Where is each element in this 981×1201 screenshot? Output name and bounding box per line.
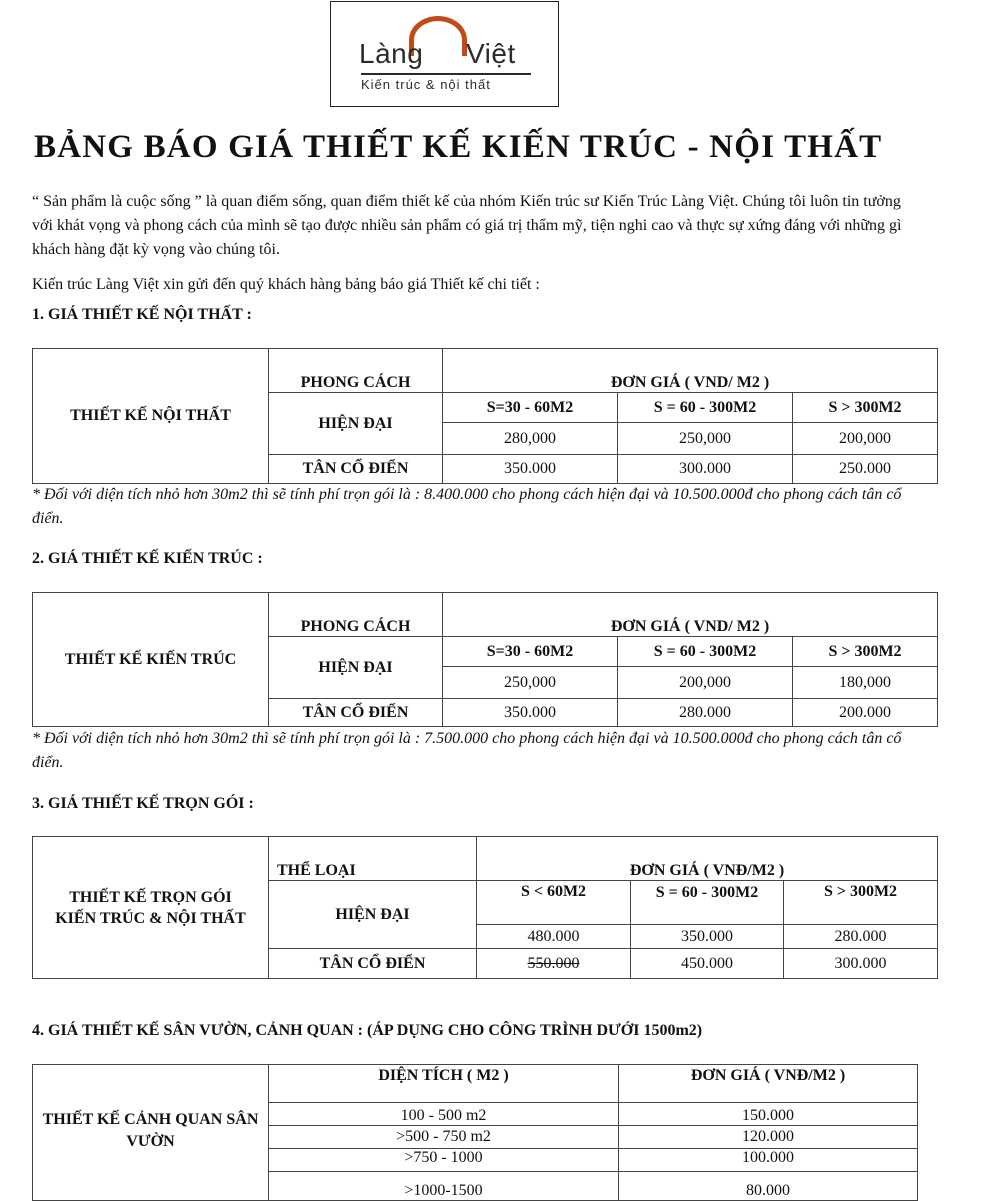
intro-paragraph: “ Sản phẩm là cuộc sống ” là quan điểm sống, quan điểm thiết kế của nhóm Kiến trúc sư Kiến Trúc Làng Việt. Chúng tôi luôn tin tưởng với khát vọng và phong cách của mình sẽ tạo được nhiều sản phẩm có giá trị thẩm mỹ, tiện nghi cao và thực sự xứng đáng với những gì khách hàng đặt kỳ vọng vào chúng tôi. (32, 193, 902, 258)
section-4-heading: 4. GIÁ THIẾT KẾ SÂN VƯỜN, CẢNH QUAN : (ÁP DỤNG CHO CÔNG TRÌNH DƯỚI 1500m2) (32, 1022, 703, 1039)
classic-label: TÂN CỔ ĐIỂN (269, 455, 443, 484)
price-cell: 300.000 (618, 455, 793, 484)
price-header: ĐƠN GIÁ ( VND/ M2 ) (443, 593, 938, 637)
area-cell: 100 - 500 m2 (269, 1103, 619, 1126)
section-3-heading: 3. GIÁ THIẾT KẾ TRỌN GÓI : (32, 795, 254, 812)
price-cell: 150.000 (619, 1103, 918, 1126)
price-cell: 120.000 (619, 1126, 918, 1149)
style-header: PHONG CÁCH (269, 593, 443, 637)
area-cell: >750 - 1000 (269, 1149, 619, 1172)
price-header: ĐƠN GIÁ ( VNĐ/M2 ) (477, 837, 938, 881)
price-cell: 350.000 (443, 699, 618, 727)
row-label: THIẾT KẾ CẢNH QUAN SÂN VƯỜN (33, 1065, 269, 1201)
logo-word-viet: Việt (466, 38, 516, 69)
row-label: THIẾT KẾ NỘI THẤT (33, 349, 269, 484)
classic-label: TÂN CỔ ĐIỂN (269, 699, 443, 727)
size-col: S > 300M2 (793, 637, 938, 667)
price-cell: 350.000 (443, 455, 618, 484)
size-col: S = 60 - 300M2 (631, 881, 784, 925)
section-1-note: * Đối với diện tích nhỏ hơn 30m2 thì sẽ tính phí trọn gói là : 8.400.000 cho phong cách hiện đại và 10.500.000đ cho phong cách tân cổ điển. (32, 486, 902, 527)
area-cell: >500 - 750 m2 (269, 1126, 619, 1149)
package-price-table (32, 836, 938, 979)
architecture-price-table (32, 592, 938, 727)
logo-word-lang: Làng (359, 38, 424, 69)
price-cell: 200.000 (793, 699, 938, 727)
price-cell: 300.000 (784, 949, 938, 979)
classic-label: TÂN CỔ ĐIỂN (269, 949, 477, 979)
size-col: S = 60 - 300M2 (618, 637, 793, 667)
style-header: THỂ LOẠI (269, 837, 477, 881)
price-cell: 350.000 (631, 925, 784, 949)
section-1-heading: 1. GIÁ THIẾT KẾ NỘI THẤT : (32, 306, 252, 323)
price-cell: 280.000 (784, 925, 938, 949)
size-col: S > 300M2 (784, 881, 938, 925)
price-header: ĐƠN GIÁ ( VNĐ/M2 ) (619, 1065, 918, 1103)
price-cell: 80.000 (619, 1172, 918, 1201)
price-cell: 200,000 (793, 423, 938, 455)
price-cell: 200,000 (618, 667, 793, 699)
logo-tagline: Kiến trúc & nội thất (361, 77, 491, 92)
price-cell-struck: 550.000 (477, 949, 631, 979)
interior-price-table (32, 348, 938, 484)
size-col: S=30 - 60M2 (443, 393, 618, 423)
intro-lead: Kiến trúc Làng Việt xin gửi đến quý khách hàng bảng báo giá Thiết kế chi tiết : (32, 276, 540, 293)
price-cell: 480.000 (477, 925, 631, 949)
price-cell: 100.000 (619, 1149, 918, 1172)
area-header: DIỆN TÍCH ( M2 ) (269, 1065, 619, 1103)
price-header: ĐƠN GIÁ ( VND/ M2 ) (443, 349, 938, 393)
price-cell: 250.000 (793, 455, 938, 484)
section-2-heading: 2. GIÁ THIẾT KẾ KIẾN TRÚC : (32, 550, 263, 567)
logo-underline (361, 73, 531, 75)
size-col: S < 60M2 (477, 881, 631, 925)
price-cell: 250,000 (443, 667, 618, 699)
modern-label: HIỆN ĐẠI (269, 393, 443, 455)
row-label: THIẾT KẾ KIẾN TRÚC (33, 593, 269, 727)
price-cell: 180,000 (793, 667, 938, 699)
price-cell: 280.000 (618, 699, 793, 727)
style-header: PHONG CÁCH (269, 349, 443, 393)
size-col: S=30 - 60M2 (443, 637, 618, 667)
company-logo (330, 1, 559, 107)
row-label: THIẾT KẾ TRỌN GÓI KIẾN TRÚC & NỘI THẤT (33, 837, 269, 979)
price-cell: 450.000 (631, 949, 784, 979)
area-cell: >1000-1500 (269, 1172, 619, 1201)
price-cell: 280,000 (443, 423, 618, 455)
size-col: S > 300M2 (793, 393, 938, 423)
landscape-price-table (32, 1064, 918, 1201)
modern-label: HIỆN ĐẠI (269, 637, 443, 699)
page-title: BẢNG BÁO GIÁ THIẾT KẾ KIẾN TRÚC - NỘI THẤT (34, 129, 883, 165)
price-cell: 250,000 (618, 423, 793, 455)
size-col: S = 60 - 300M2 (618, 393, 793, 423)
section-2-note: * Đối với diện tích nhỏ hơn 30m2 thì sẽ tính phí trọn gói là : 7.500.000 cho phong cách hiện đại và 10.500.000đ cho phong cách tân cổ điển. (32, 730, 902, 771)
modern-label: HIỆN ĐẠI (269, 881, 477, 949)
